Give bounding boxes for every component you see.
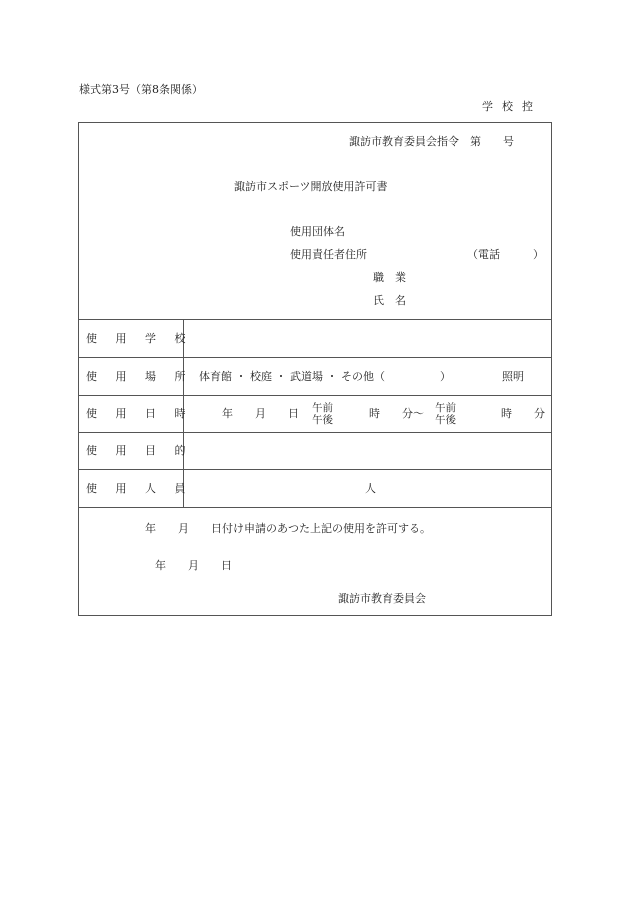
occupation-label: 職 業 bbox=[373, 271, 406, 284]
phone-label: （電話 ） bbox=[467, 248, 544, 261]
copy-label: 学校控 bbox=[482, 100, 542, 113]
issue-date: 年 月 日 bbox=[155, 559, 232, 572]
group-name-label: 使用団体名 bbox=[290, 225, 345, 238]
place-row-label: 使用場所 bbox=[86, 370, 204, 383]
start-time: 時 分〜 bbox=[369, 407, 424, 420]
divider bbox=[78, 357, 552, 358]
divider bbox=[78, 507, 552, 508]
form-id: 様式第3号（第8条関係） bbox=[79, 83, 203, 96]
document-title: 諏訪市スポーツ開放使用許可書 bbox=[234, 180, 388, 193]
ampm-end: 午前 午後 bbox=[435, 402, 456, 426]
datetime-row-label: 使用日時 bbox=[86, 407, 204, 420]
end-time: 時 分 bbox=[501, 407, 545, 420]
divider bbox=[78, 432, 552, 433]
address-label: 使用責任者住所 bbox=[290, 248, 367, 261]
divider bbox=[78, 469, 552, 470]
approval-text: 年 月 日付け申請のあつた上記の使用を許可する。 bbox=[145, 522, 431, 535]
ampm-start: 午前 午後 bbox=[312, 402, 333, 426]
school-row-label: 使用学校 bbox=[86, 332, 204, 345]
permit-form-frame bbox=[78, 122, 552, 616]
name-label: 氏 名 bbox=[373, 294, 406, 307]
issuer: 諏訪市教育委員会 bbox=[338, 592, 426, 605]
order-number: 諏訪市教育委員会指令 第 号 bbox=[349, 135, 514, 148]
purpose-row-label: 使用目的 bbox=[86, 444, 204, 457]
place-options: 体育館 ・ 校庭 ・ 武道場 ・ その他（ ） bbox=[199, 370, 451, 383]
people-unit: 人 bbox=[365, 482, 376, 495]
divider bbox=[78, 395, 552, 396]
people-row-label: 使用人員 bbox=[86, 482, 204, 495]
lighting-label: 照明 bbox=[502, 370, 524, 383]
divider bbox=[78, 319, 552, 320]
date-field: 年 月 日 bbox=[222, 407, 299, 420]
